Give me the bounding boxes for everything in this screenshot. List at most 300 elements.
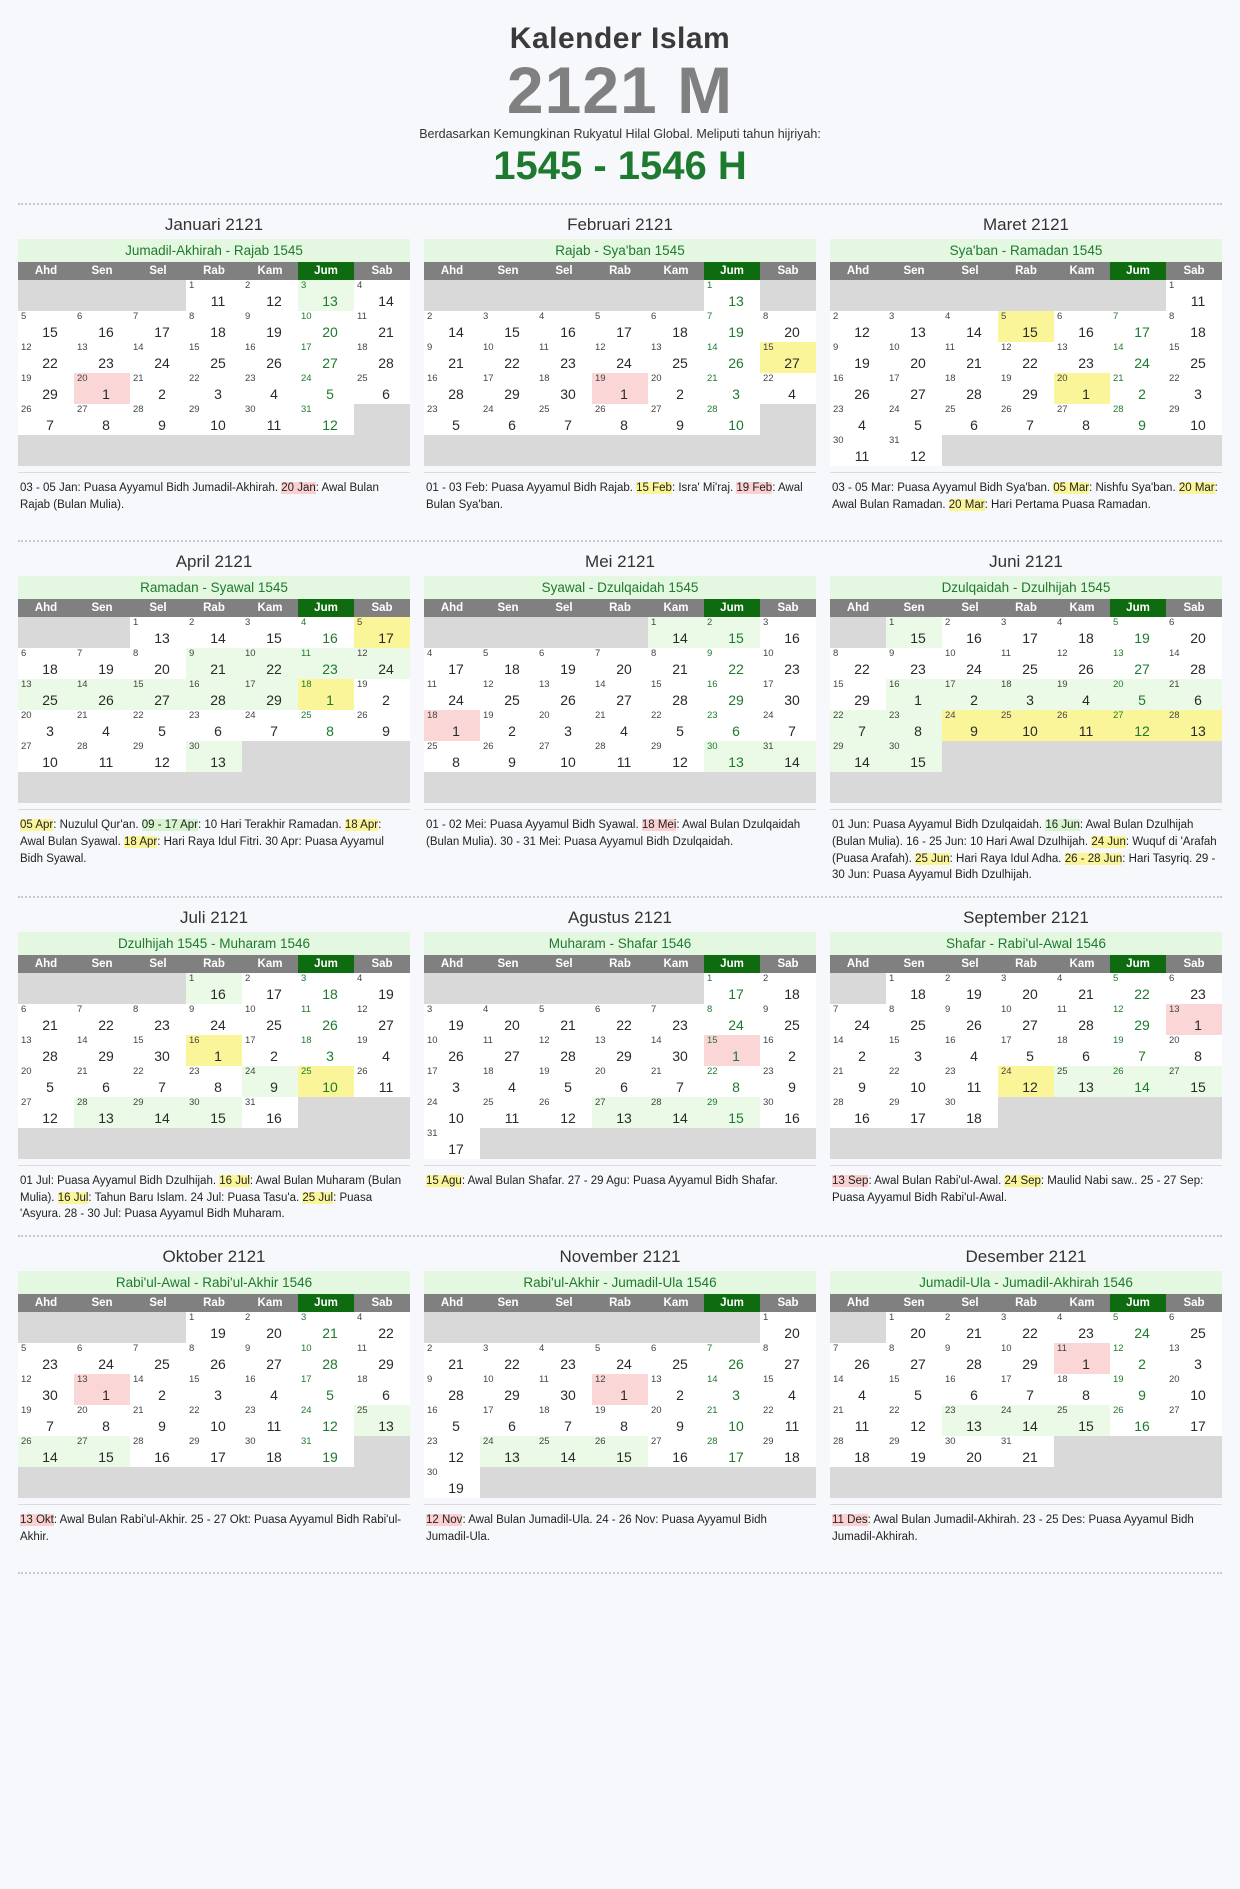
day-cell[interactable] — [480, 404, 536, 435]
day-cell[interactable] — [886, 1004, 942, 1035]
day-cell[interactable] — [298, 342, 354, 373]
day-cell[interactable] — [648, 741, 704, 772]
day-cell[interactable] — [74, 648, 130, 679]
day-cell[interactable] — [130, 1066, 186, 1097]
day-cell[interactable] — [886, 1374, 942, 1405]
day-cell[interactable] — [186, 1066, 242, 1097]
day-cell[interactable] — [942, 710, 998, 741]
day-cell[interactable] — [942, 311, 998, 342]
day-cell[interactable] — [592, 1343, 648, 1374]
day-cell[interactable] — [760, 1066, 816, 1097]
day-cell[interactable] — [242, 973, 298, 1004]
day-cell[interactable] — [536, 741, 592, 772]
day-cell[interactable] — [1110, 648, 1166, 679]
day-cell[interactable] — [704, 741, 760, 772]
day-cell[interactable] — [74, 1343, 130, 1374]
day-cell[interactable] — [298, 648, 354, 679]
day-cell[interactable] — [648, 1066, 704, 1097]
day-cell[interactable] — [536, 679, 592, 710]
day-cell[interactable] — [648, 404, 704, 435]
day-cell[interactable] — [354, 648, 410, 679]
day-cell[interactable] — [242, 373, 298, 404]
day-cell[interactable] — [1054, 617, 1110, 648]
day-cell[interactable] — [1110, 617, 1166, 648]
day-cell[interactable] — [424, 1004, 480, 1035]
day-cell[interactable] — [998, 1066, 1054, 1097]
day-cell[interactable] — [424, 1467, 480, 1498]
day-cell[interactable] — [942, 404, 998, 435]
day-cell[interactable] — [1054, 710, 1110, 741]
day-cell[interactable] — [704, 1066, 760, 1097]
day-cell[interactable] — [942, 648, 998, 679]
day-cell[interactable] — [648, 679, 704, 710]
day-cell[interactable] — [74, 679, 130, 710]
day-cell[interactable] — [704, 311, 760, 342]
day-cell[interactable] — [130, 404, 186, 435]
day-cell[interactable] — [1054, 973, 1110, 1004]
day-cell[interactable] — [242, 342, 298, 373]
day-cell[interactable] — [830, 679, 886, 710]
day-cell[interactable] — [130, 1436, 186, 1467]
day-cell[interactable] — [830, 648, 886, 679]
day-cell[interactable] — [886, 1343, 942, 1374]
day-cell[interactable] — [298, 1004, 354, 1035]
day-cell[interactable] — [186, 1436, 242, 1467]
day-cell[interactable] — [830, 1405, 886, 1436]
day-cell[interactable] — [480, 710, 536, 741]
day-cell[interactable] — [74, 1097, 130, 1128]
day-cell[interactable] — [942, 617, 998, 648]
day-cell[interactable] — [1166, 648, 1222, 679]
day-cell[interactable] — [1110, 1312, 1166, 1343]
day-cell[interactable] — [704, 973, 760, 1004]
day-cell[interactable] — [942, 679, 998, 710]
day-cell[interactable] — [830, 435, 886, 466]
day-cell[interactable] — [242, 1035, 298, 1066]
day-cell[interactable] — [1166, 1405, 1222, 1436]
day-cell[interactable] — [1110, 973, 1166, 1004]
day-cell[interactable] — [704, 1004, 760, 1035]
day-cell[interactable] — [592, 311, 648, 342]
day-cell[interactable] — [886, 311, 942, 342]
day-cell[interactable] — [298, 1035, 354, 1066]
day-cell[interactable] — [354, 1312, 410, 1343]
day-cell[interactable] — [704, 342, 760, 373]
day-cell[interactable] — [298, 373, 354, 404]
day-cell[interactable] — [998, 1436, 1054, 1467]
day-cell[interactable] — [130, 311, 186, 342]
day-cell[interactable] — [298, 1066, 354, 1097]
day-cell[interactable] — [354, 1343, 410, 1374]
day-cell[interactable] — [536, 311, 592, 342]
day-cell[interactable] — [18, 710, 74, 741]
day-cell[interactable] — [592, 1374, 648, 1405]
day-cell[interactable] — [704, 1343, 760, 1374]
day-cell[interactable] — [998, 311, 1054, 342]
day-cell[interactable] — [1054, 1374, 1110, 1405]
day-cell[interactable] — [186, 373, 242, 404]
day-cell[interactable] — [186, 741, 242, 772]
day-cell[interactable] — [298, 280, 354, 311]
day-cell[interactable] — [998, 373, 1054, 404]
day-cell[interactable] — [424, 1128, 480, 1159]
day-cell[interactable] — [886, 1312, 942, 1343]
day-cell[interactable] — [1054, 311, 1110, 342]
day-cell[interactable] — [242, 1405, 298, 1436]
day-cell[interactable] — [1054, 404, 1110, 435]
day-cell[interactable] — [298, 617, 354, 648]
day-cell[interactable] — [130, 1343, 186, 1374]
day-cell[interactable] — [18, 1035, 74, 1066]
day-cell[interactable] — [760, 1374, 816, 1405]
day-cell[interactable] — [242, 1004, 298, 1035]
day-cell[interactable] — [648, 1035, 704, 1066]
day-cell[interactable] — [242, 648, 298, 679]
day-cell[interactable] — [830, 1343, 886, 1374]
day-cell[interactable] — [998, 404, 1054, 435]
day-cell[interactable] — [592, 404, 648, 435]
day-cell[interactable] — [354, 373, 410, 404]
day-cell[interactable] — [1110, 373, 1166, 404]
day-cell[interactable] — [186, 1405, 242, 1436]
day-cell[interactable] — [480, 1343, 536, 1374]
day-cell[interactable] — [130, 342, 186, 373]
day-cell[interactable] — [354, 280, 410, 311]
day-cell[interactable] — [886, 973, 942, 1004]
day-cell[interactable] — [74, 373, 130, 404]
day-cell[interactable] — [18, 1097, 74, 1128]
day-cell[interactable] — [74, 1066, 130, 1097]
day-cell[interactable] — [536, 1343, 592, 1374]
day-cell[interactable] — [480, 1374, 536, 1405]
day-cell[interactable] — [186, 311, 242, 342]
day-cell[interactable] — [648, 1436, 704, 1467]
day-cell[interactable] — [74, 311, 130, 342]
day-cell[interactable] — [536, 1436, 592, 1467]
day-cell[interactable] — [1054, 1066, 1110, 1097]
day-cell[interactable] — [298, 404, 354, 435]
day-cell[interactable] — [592, 1405, 648, 1436]
day-cell[interactable] — [424, 1097, 480, 1128]
day-cell[interactable] — [354, 617, 410, 648]
day-cell[interactable] — [424, 1374, 480, 1405]
day-cell[interactable] — [74, 1436, 130, 1467]
day-cell[interactable] — [242, 1374, 298, 1405]
day-cell[interactable] — [998, 617, 1054, 648]
day-cell[interactable] — [242, 280, 298, 311]
day-cell[interactable] — [704, 373, 760, 404]
day-cell[interactable] — [480, 1066, 536, 1097]
day-cell[interactable] — [18, 648, 74, 679]
day-cell[interactable] — [830, 1004, 886, 1035]
day-cell[interactable] — [480, 373, 536, 404]
day-cell[interactable] — [74, 710, 130, 741]
day-cell[interactable] — [298, 710, 354, 741]
day-cell[interactable] — [1166, 710, 1222, 741]
day-cell[interactable] — [998, 1004, 1054, 1035]
day-cell[interactable] — [998, 1035, 1054, 1066]
day-cell[interactable] — [480, 342, 536, 373]
day-cell[interactable] — [18, 1343, 74, 1374]
day-cell[interactable] — [186, 710, 242, 741]
day-cell[interactable] — [942, 1405, 998, 1436]
day-cell[interactable] — [760, 648, 816, 679]
day-cell[interactable] — [536, 404, 592, 435]
day-cell[interactable] — [942, 373, 998, 404]
day-cell[interactable] — [74, 1405, 130, 1436]
day-cell[interactable] — [830, 342, 886, 373]
day-cell[interactable] — [18, 741, 74, 772]
day-cell[interactable] — [830, 1374, 886, 1405]
day-cell[interactable] — [1110, 1066, 1166, 1097]
day-cell[interactable] — [1110, 1343, 1166, 1374]
day-cell[interactable] — [186, 1097, 242, 1128]
day-cell[interactable] — [130, 710, 186, 741]
day-cell[interactable] — [760, 1405, 816, 1436]
day-cell[interactable] — [648, 617, 704, 648]
day-cell[interactable] — [998, 679, 1054, 710]
day-cell[interactable] — [242, 404, 298, 435]
day-cell[interactable] — [760, 1312, 816, 1343]
day-cell[interactable] — [186, 1312, 242, 1343]
day-cell[interactable] — [424, 1343, 480, 1374]
day-cell[interactable] — [18, 373, 74, 404]
day-cell[interactable] — [354, 1066, 410, 1097]
day-cell[interactable] — [886, 710, 942, 741]
day-cell[interactable] — [1166, 311, 1222, 342]
day-cell[interactable] — [760, 617, 816, 648]
day-cell[interactable] — [536, 373, 592, 404]
day-cell[interactable] — [186, 617, 242, 648]
day-cell[interactable] — [760, 710, 816, 741]
day-cell[interactable] — [354, 1405, 410, 1436]
day-cell[interactable] — [592, 679, 648, 710]
day-cell[interactable] — [536, 1097, 592, 1128]
day-cell[interactable] — [130, 373, 186, 404]
day-cell[interactable] — [942, 973, 998, 1004]
day-cell[interactable] — [130, 741, 186, 772]
day-cell[interactable] — [998, 648, 1054, 679]
day-cell[interactable] — [186, 648, 242, 679]
day-cell[interactable] — [998, 342, 1054, 373]
day-cell[interactable] — [186, 280, 242, 311]
day-cell[interactable] — [592, 373, 648, 404]
day-cell[interactable] — [704, 1374, 760, 1405]
day-cell[interactable] — [942, 1343, 998, 1374]
day-cell[interactable] — [704, 404, 760, 435]
day-cell[interactable] — [424, 710, 480, 741]
day-cell[interactable] — [354, 342, 410, 373]
day-cell[interactable] — [130, 1035, 186, 1066]
day-cell[interactable] — [1166, 1066, 1222, 1097]
day-cell[interactable] — [1054, 1405, 1110, 1436]
day-cell[interactable] — [704, 280, 760, 311]
day-cell[interactable] — [1054, 373, 1110, 404]
day-cell[interactable] — [424, 311, 480, 342]
day-cell[interactable] — [480, 1097, 536, 1128]
day-cell[interactable] — [298, 1343, 354, 1374]
day-cell[interactable] — [942, 1004, 998, 1035]
day-cell[interactable] — [1166, 1035, 1222, 1066]
day-cell[interactable] — [536, 648, 592, 679]
day-cell[interactable] — [130, 648, 186, 679]
day-cell[interactable] — [1166, 404, 1222, 435]
day-cell[interactable] — [18, 1374, 74, 1405]
day-cell[interactable] — [130, 1097, 186, 1128]
day-cell[interactable] — [536, 1374, 592, 1405]
day-cell[interactable] — [424, 1066, 480, 1097]
day-cell[interactable] — [830, 710, 886, 741]
day-cell[interactable] — [242, 679, 298, 710]
day-cell[interactable] — [1166, 373, 1222, 404]
day-cell[interactable] — [354, 973, 410, 1004]
day-cell[interactable] — [480, 741, 536, 772]
day-cell[interactable] — [648, 648, 704, 679]
day-cell[interactable] — [242, 1097, 298, 1128]
day-cell[interactable] — [424, 342, 480, 373]
day-cell[interactable] — [130, 1405, 186, 1436]
day-cell[interactable] — [760, 741, 816, 772]
day-cell[interactable] — [704, 1405, 760, 1436]
day-cell[interactable] — [704, 1035, 760, 1066]
day-cell[interactable] — [1110, 311, 1166, 342]
day-cell[interactable] — [536, 1004, 592, 1035]
day-cell[interactable] — [886, 373, 942, 404]
day-cell[interactable] — [592, 1066, 648, 1097]
day-cell[interactable] — [242, 1343, 298, 1374]
day-cell[interactable] — [704, 679, 760, 710]
day-cell[interactable] — [480, 648, 536, 679]
day-cell[interactable] — [424, 373, 480, 404]
day-cell[interactable] — [298, 1312, 354, 1343]
day-cell[interactable] — [648, 710, 704, 741]
day-cell[interactable] — [886, 1066, 942, 1097]
day-cell[interactable] — [704, 710, 760, 741]
day-cell[interactable] — [760, 1097, 816, 1128]
day-cell[interactable] — [424, 404, 480, 435]
day-cell[interactable] — [1166, 342, 1222, 373]
day-cell[interactable] — [130, 1004, 186, 1035]
day-cell[interactable] — [1054, 679, 1110, 710]
day-cell[interactable] — [830, 373, 886, 404]
day-cell[interactable] — [1110, 1035, 1166, 1066]
day-cell[interactable] — [1166, 973, 1222, 1004]
day-cell[interactable] — [942, 342, 998, 373]
day-cell[interactable] — [1166, 1343, 1222, 1374]
day-cell[interactable] — [18, 679, 74, 710]
day-cell[interactable] — [186, 342, 242, 373]
day-cell[interactable] — [1166, 679, 1222, 710]
day-cell[interactable] — [424, 648, 480, 679]
day-cell[interactable] — [886, 342, 942, 373]
day-cell[interactable] — [830, 1066, 886, 1097]
day-cell[interactable] — [592, 342, 648, 373]
day-cell[interactable] — [18, 311, 74, 342]
day-cell[interactable] — [536, 342, 592, 373]
day-cell[interactable] — [424, 1035, 480, 1066]
day-cell[interactable] — [886, 435, 942, 466]
day-cell[interactable] — [830, 311, 886, 342]
day-cell[interactable] — [998, 1374, 1054, 1405]
day-cell[interactable] — [760, 973, 816, 1004]
day-cell[interactable] — [648, 1405, 704, 1436]
day-cell[interactable] — [74, 404, 130, 435]
day-cell[interactable] — [942, 1035, 998, 1066]
day-cell[interactable] — [704, 617, 760, 648]
day-cell[interactable] — [704, 648, 760, 679]
day-cell[interactable] — [18, 1066, 74, 1097]
day-cell[interactable] — [1110, 1374, 1166, 1405]
day-cell[interactable] — [242, 710, 298, 741]
day-cell[interactable] — [480, 679, 536, 710]
day-cell[interactable] — [536, 1405, 592, 1436]
day-cell[interactable] — [886, 679, 942, 710]
day-cell[interactable] — [18, 404, 74, 435]
day-cell[interactable] — [1110, 1004, 1166, 1035]
day-cell[interactable] — [886, 1097, 942, 1128]
day-cell[interactable] — [74, 1004, 130, 1035]
day-cell[interactable] — [592, 1035, 648, 1066]
day-cell[interactable] — [1166, 280, 1222, 311]
day-cell[interactable] — [998, 1405, 1054, 1436]
day-cell[interactable] — [298, 1374, 354, 1405]
day-cell[interactable] — [424, 679, 480, 710]
day-cell[interactable] — [74, 342, 130, 373]
day-cell[interactable] — [354, 710, 410, 741]
day-cell[interactable] — [354, 679, 410, 710]
day-cell[interactable] — [186, 1343, 242, 1374]
day-cell[interactable] — [830, 741, 886, 772]
day-cell[interactable] — [942, 1436, 998, 1467]
day-cell[interactable] — [648, 1004, 704, 1035]
day-cell[interactable] — [424, 1436, 480, 1467]
day-cell[interactable] — [760, 1004, 816, 1035]
day-cell[interactable] — [648, 1343, 704, 1374]
day-cell[interactable] — [886, 617, 942, 648]
day-cell[interactable] — [1054, 342, 1110, 373]
day-cell[interactable] — [886, 648, 942, 679]
day-cell[interactable] — [536, 1035, 592, 1066]
day-cell[interactable] — [942, 1374, 998, 1405]
day-cell[interactable] — [704, 1436, 760, 1467]
day-cell[interactable] — [1166, 617, 1222, 648]
day-cell[interactable] — [760, 679, 816, 710]
day-cell[interactable] — [998, 973, 1054, 1004]
day-cell[interactable] — [942, 1097, 998, 1128]
day-cell[interactable] — [354, 311, 410, 342]
day-cell[interactable] — [18, 1004, 74, 1035]
day-cell[interactable] — [130, 1374, 186, 1405]
day-cell[interactable] — [760, 1035, 816, 1066]
day-cell[interactable] — [760, 373, 816, 404]
day-cell[interactable] — [298, 311, 354, 342]
day-cell[interactable] — [424, 1405, 480, 1436]
day-cell[interactable] — [186, 1374, 242, 1405]
day-cell[interactable] — [830, 404, 886, 435]
day-cell[interactable] — [18, 1405, 74, 1436]
day-cell[interactable] — [760, 311, 816, 342]
day-cell[interactable] — [886, 1436, 942, 1467]
day-cell[interactable] — [830, 1436, 886, 1467]
day-cell[interactable] — [886, 741, 942, 772]
day-cell[interactable] — [130, 617, 186, 648]
day-cell[interactable] — [186, 1004, 242, 1035]
day-cell[interactable] — [354, 1374, 410, 1405]
day-cell[interactable] — [1110, 1405, 1166, 1436]
day-cell[interactable] — [186, 679, 242, 710]
day-cell[interactable] — [130, 679, 186, 710]
day-cell[interactable] — [1110, 710, 1166, 741]
